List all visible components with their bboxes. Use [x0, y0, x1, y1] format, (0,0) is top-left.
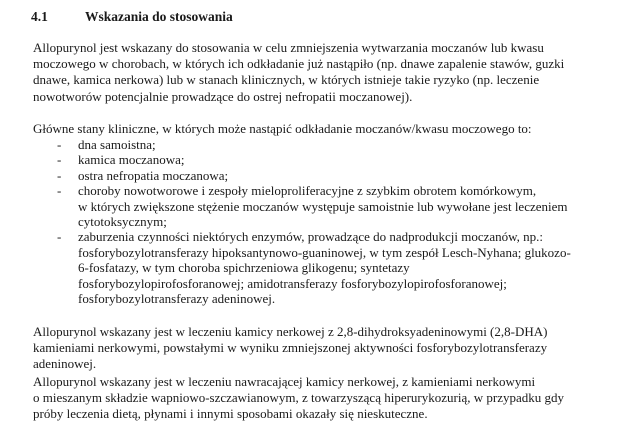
paragraph-line: o mieszanym składzie wapniowo-szczawianowym, z towarzyszącą hiperurykozurią, w przypadku gdy	[33, 390, 565, 406]
list-dash: -	[57, 152, 62, 168]
paragraph-line: nowotworów potencjalnie prowadzące do ostrej nefropatii moczanowej).	[33, 88, 413, 104]
paragraph-line: próby leczenia dietą, płynami i innymi sposobami okazały się nieskuteczne.	[33, 406, 428, 422]
list-item	[0, 183, 640, 229]
list-dash: -	[57, 183, 62, 199]
paragraph-line: adeninowej.	[33, 356, 97, 372]
list-dash: -	[57, 167, 62, 183]
indication-paragraph	[33, 40, 613, 105]
list-item-text: fosforybozylopirofosforanowej; amidotransferazy fosforybozylopirofosforanowej;	[78, 275, 507, 291]
list-item	[0, 152, 640, 167]
conditions-intro: Główne stany kliniczne, w których może nastąpić odkładanie moczanów/kwasu moczowego to:	[33, 121, 532, 136]
paragraph-line: moczowego w chorobach, w których ich odkładanie już nastąpiło (np. dnawe zapalenie stawów, guzki	[33, 56, 565, 72]
paragraph-line: dnawe, kamica nerkowa) lub w stanach klinicznych, w których istnieje takie ryzyko (np. leczenie	[33, 72, 540, 88]
paragraph-line: kamieniami nerkowymi, powstałymi w wyniku zmniejszonej aktywności fosforybozylotransferazy	[33, 340, 548, 356]
list-item-text: zaburzenia czynności niektórych enzymów, prowadzące do nadprodukcji moczanów, np.:	[78, 229, 544, 245]
list-item-text: 6-fosfatazy, w tym choroba spichrzeniowa glikogenu; syntetazy	[78, 260, 410, 276]
list-item	[0, 229, 640, 306]
section-heading	[31, 9, 233, 25]
list-item	[0, 137, 640, 152]
conditions-list	[0, 137, 640, 306]
list-item-text: choroby nowotworowe i zespoły mieloproliferacyjne z szybkim obrotem komórkowym,	[78, 183, 537, 199]
list-item-text: kamica moczanowa;	[78, 152, 185, 168]
calcium-oxalate-paragraph	[33, 374, 613, 423]
section-title: Wskazania do stosowania	[85, 9, 233, 24]
list-dash: -	[57, 137, 62, 152]
list-dash: -	[57, 229, 62, 245]
list-item-text: cytotoksycznym;	[78, 214, 167, 230]
list-item-text: dna samoistna;	[78, 137, 156, 152]
paragraph-line: Allopurynol wskazany jest w leczeniu nawracającej kamicy nerkowej, z kamieniami nerkowymi	[33, 374, 536, 389]
dha-indication-paragraph	[33, 324, 613, 373]
list-item	[0, 168, 640, 183]
list-item-text: ostra nefropatia moczanowa;	[78, 167, 229, 183]
list-item-text: w których zwiększone stężenie moczanów występuje samoistnie lub wywołane jest leczeniem	[78, 198, 568, 214]
paragraph-line: Allopurynol wskazany jest w leczeniu kamicy nerkowej z 2,8-dihydroksyadeninowymi (2,8-DHA)	[33, 324, 548, 339]
paragraph-line: Allopurynol jest wskazany do stosowania w celu zmniejszenia wytwarzania moczanów lub kwasu	[33, 40, 544, 55]
section-number: 4.1	[31, 9, 48, 24]
list-item-text: fosforybozylotransferazy hipoksantynowo-guaninowej, w tym zespół Lesch-Nyhana; glukozo-	[78, 244, 571, 260]
list-item-text: fosforybozylotransferazy adeninowej.	[78, 291, 276, 307]
